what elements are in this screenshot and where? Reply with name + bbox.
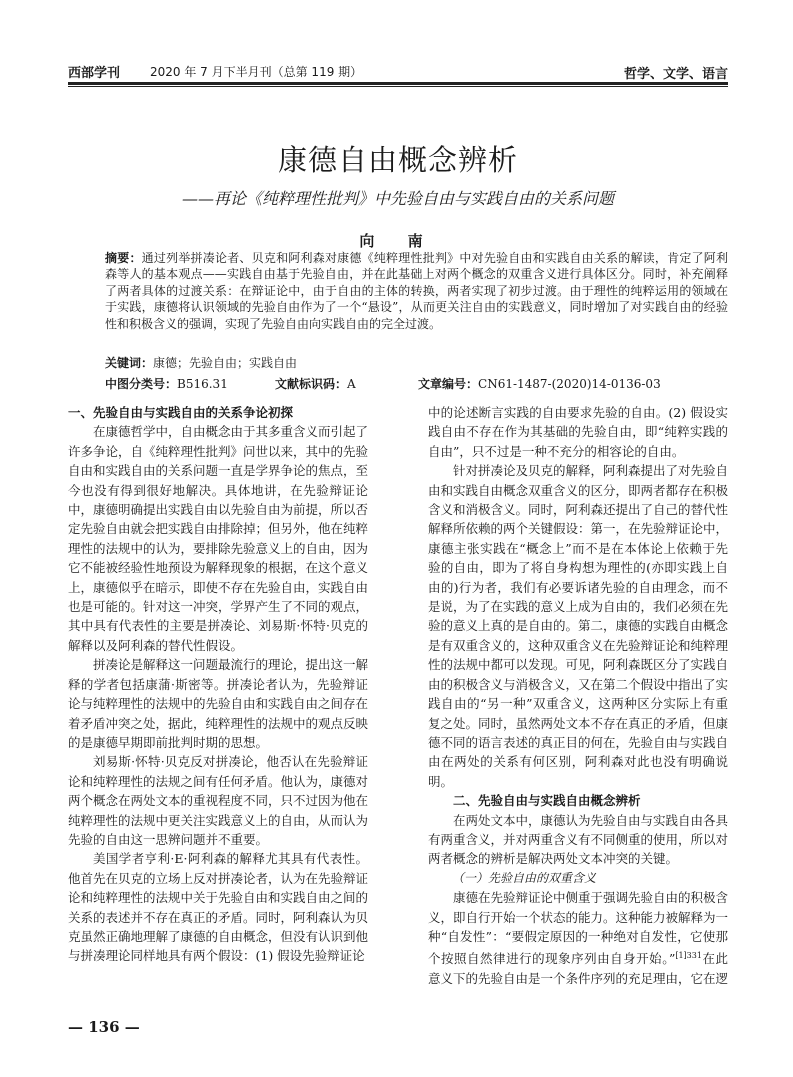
abstract-text: 通过列举拼凑论者、贝克和阿利森对康德《纯粹理性批判》中对先验自由和实践自由关系的解读，肯定了阿利森等人的基本观点——实践自由基于先验自由，并在此基础上对两个概念的双重含义进行具体区分。同时，补充阐释了两者具体的过渡关系：在辩证论中，由于自由的主体的转换，两者实现了初步过渡。由于理性的纯粹运用的领域在于实践，康德将认识领域的先验自由作为了一个“悬设”，从而更关注自由的实践意义，同时增加了对实践自由的经验性和积极含义的强调，实现了先验自由向实践自由的完全过渡。 xyxy=(105,251,728,331)
right-column xyxy=(428,403,728,988)
abstract-label: 摘要： xyxy=(105,251,142,265)
paragraph: 在康德哲学中，自由概念由于其多重含义而引起了许多争论，自《纯粹理性批判》问世以来，其中的先验自由和实践自由的关系问题一直是学界争论的焦点，至今也没有得到很好地解决。具体地讲，在先验辩证论中，康德明确提出实践自由以先验自由为前提，所以否定先验自由就会把实践自由排除掉；但另外，他在纯粹理性的法规中的认为，要排除先验意义上的自由，因为它不能被经验性地预设为解释现象的根据，在这个意义上，康德似乎在暗示，即使不存在先验自由，实践自由也是可能的。针对这一冲突，学界产生了不同的观点，其中具有代表性的主要是拼凑论、刘易斯·怀特·贝克的解释以及阿利森的替代性假设。 xyxy=(68,424,369,653)
running-header xyxy=(68,60,728,82)
section-heading-2: 二、先验自由与实践自由概念辨析 xyxy=(453,793,641,809)
subsection-heading: （一）先验自由的双重含义 xyxy=(452,870,597,885)
article-number: 文章编号：CN61-1487-(2020)14-0136-03 xyxy=(418,377,661,391)
paragraph: 康德在先验辩证论中侧重于强调先验自由的积极含义，即自行开始一个状态的能力。这种能力被解释为一种“自发性”：“要假定原因的一种绝对自发性，它使那个按照自然律进行的现象序列由自身开始。”$^{[1]331}$在此意义下的先验自由是一个条件序列的充足理由，它在逻 xyxy=(428,890,729,986)
paragraph: 美国学者亨利·E·阿利森的解释尤其具有代表性。他首先在贝克的立场上反对拼凑论者，认为在先验辩证论和纯粹理性的法规中关于先验自由和实践自由之间的关系的表述并不存在真正的矛盾。同时，阿利森认为贝克虽然正确地理解了康德的自由概念，但没有认识到他与拼凑理论同样地具有两个假设：(1) 假设先验辩证论 xyxy=(68,851,369,964)
clc-number: 中图分类号：B516.31 xyxy=(105,377,228,391)
paragraph: 针对拼凑论及贝克的解释，阿利森提出了对先验自由和实践自由概念双重含义的区分，即两者都存在积极含义和消极含义。同时，阿利森还提出了自己的替代性解释所依赖的两个关键假设：第一，在先验辩证论中，康德主张实践在“概念上”而不是在本体论上依赖于先验的自由，即为了将自身构想为理性的(亦即实践上自由的)行为者，我们有必要诉诸先验的自由理念，而不是说，为了在实践的意义上成为自由的，我们必须在先验的意义上真的是自由的。第二，康德的实践自由概念是有双重含义的，这种双重含义在先验辩证论和纯粹理性的法规中都可以发现。可见，阿利森既区分了实践自由的积极含义与消极含义，又在第二个假设中指出了实践自由的“另一种”双重含义，这两种区分实际上有重复之处。同时，虽然两处文本不存在真正的矛盾，但康德不同的语言表述的真正目的何在，先验自由与实践自由在两处的关系有何区别，阿利森对此也没有明确说明。 xyxy=(428,463,729,789)
paragraph: 刘易斯·怀特·贝克反对拼凑论，他否认在先验辩证论和纯粹理性的法规之间有任何矛盾。他认为，康德对两个概念在两处文本的重视程度不同，只不过因为他在纯粹理性的法规中更关注实践意义上的自由，从而认为先验的自由这一思辨问题并不重要。 xyxy=(68,754,369,847)
page-number: — 136 — xyxy=(68,1018,140,1036)
section-label: 哲学、文学、语言 xyxy=(623,67,728,82)
author-name: 向 南 xyxy=(359,232,437,250)
article-meta xyxy=(105,375,728,391)
keywords-label: 关键词： xyxy=(105,356,154,370)
journal-logo: 西部学刊 xyxy=(68,66,121,81)
paragraph: 拼凑论是解释这一问题最流行的理论，提出这一解释的学者包括康蒲·斯密等。拼凑论者认为，先验辩证论与纯粹理性的法规中的先验自由和实践自由之间存在着矛盾冲突之处，据此，纯粹理性的法规中的观点反映的是康德早期即前批判时期的思想。 xyxy=(68,657,369,750)
keywords xyxy=(105,354,728,371)
article-title: 康德自由概念辨析 xyxy=(277,143,518,177)
paragraph: 在两处文本中，康德认为先验自由与实践自由各具有两重含义，并对两重含义有不同侧重的使用，所以对两者概念的辨析是解决两处文本冲突的关键。 xyxy=(428,812,729,867)
abstract xyxy=(105,250,728,332)
paragraph: 中的论述断言实践的自由要求先验的自由。(2) 假设实践自由不存在作为其基础的先验自由，即“纯粹实践的自由”，只不过是一种不充分的相容论的自由。 xyxy=(428,405,728,459)
citation-marker: [1]331 xyxy=(675,951,702,961)
article-subtitle: ——再论《纯粹理性批判》中先验自由与实践自由的关系问题 xyxy=(181,189,614,208)
section-heading-1: 一、先验自由与实践自由的关系争论初探 xyxy=(68,405,294,420)
header-rule-thick xyxy=(68,82,728,85)
issue-info: 2020 年 7 月下半月刊（总第 119 期） xyxy=(150,65,363,79)
keywords-text: 康德；先验自由；实践自由 xyxy=(153,356,298,370)
left-column xyxy=(68,403,368,966)
header-rule-thin xyxy=(68,86,728,87)
document-code: 文献标识码：A xyxy=(275,377,356,391)
